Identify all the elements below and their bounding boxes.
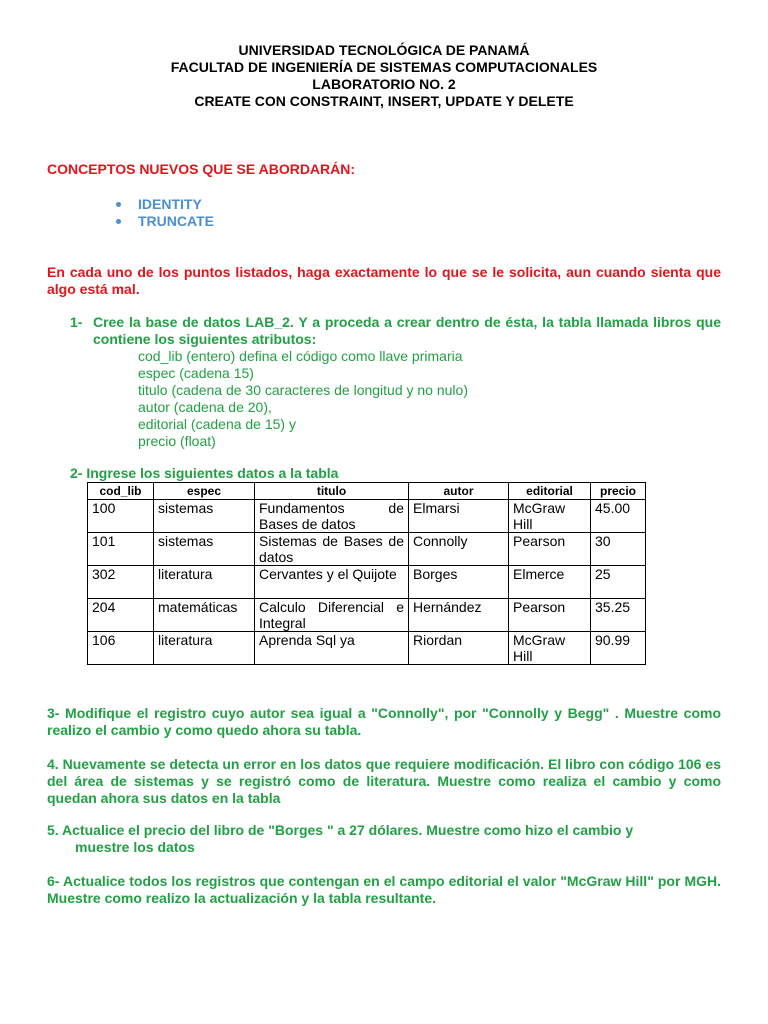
- table-cell: Cervantes y el Quijote: [255, 566, 409, 599]
- table-cell: McGraw Hill: [509, 500, 591, 533]
- header-faculty: FACULTAD DE INGENIERÍA DE SISTEMAS COMPUTACIONALES: [170, 59, 598, 75]
- table-header-cell: titulo: [255, 483, 409, 500]
- attribute-item: precio (float): [138, 433, 216, 449]
- table-cell: 101: [88, 533, 154, 566]
- table-cell: Aprenda Sql ya: [255, 632, 409, 665]
- point-5-line-1: 5. Actualice el precio del libro de "Borges " a 27 dólares. Muestre como hizo el cambio y: [47, 822, 634, 838]
- table-header-cell: autor: [409, 483, 509, 500]
- concepts-list: [116, 196, 214, 230]
- table-cell: Pearson: [509, 533, 591, 566]
- table-cell: 204: [88, 599, 154, 632]
- table-cell: sistemas: [154, 500, 255, 533]
- point-2: 2- Ingrese los siguientes datos a la tabla: [70, 465, 339, 481]
- table-cell: McGraw Hill: [509, 632, 591, 665]
- table-header-cell: editorial: [509, 483, 591, 500]
- attribute-item: espec (cadena 15): [138, 365, 254, 381]
- table-row: [88, 632, 646, 665]
- table-cell: 100: [88, 500, 154, 533]
- table-cell: Borges: [409, 566, 509, 599]
- attribute-item: titulo (cadena de 30 caracteres de longitud y no nulo): [138, 382, 468, 398]
- attribute-item: editorial (cadena de 15) y: [138, 416, 296, 432]
- table-cell: Hernández: [409, 599, 509, 632]
- table-cell: Elmerce: [509, 566, 591, 599]
- table-header-cell: precio: [591, 483, 646, 500]
- table-header-row: [88, 483, 646, 500]
- table-cell: Calculo Diferencial e Integral: [255, 599, 409, 632]
- table-header-cell: cod_lib: [88, 483, 154, 500]
- table-cell: Pearson: [509, 599, 591, 632]
- table-cell: 302: [88, 566, 154, 599]
- attribute-item: autor (cadena de 20),: [138, 399, 272, 415]
- table-cell: Elmarsi: [409, 500, 509, 533]
- table-cell: 30: [591, 533, 646, 566]
- intro-instructions: En cada uno de los puntos listados, haga exactamente lo que se le solicita, aun cuando sienta que algo está mal.: [47, 264, 721, 297]
- bullet-icon: [116, 219, 121, 224]
- list-item: IDENTITY: [116, 196, 214, 213]
- header-lab-number: LABORATORIO NO. 2: [312, 76, 456, 92]
- table-cell: Connolly: [409, 533, 509, 566]
- table-cell: sistemas: [154, 533, 255, 566]
- table-row: [88, 566, 646, 599]
- attribute-item: cod_lib (entero) defina el código como llave primaria: [138, 348, 463, 364]
- point-3: 3- Modifique el registro cuyo autor sea igual a "Connolly", por "Connolly y Begg" . Muestre como realizo el cambio y como quedo ahora su tabla.: [47, 705, 721, 738]
- table-row: [88, 500, 646, 533]
- table-cell: Riordan: [409, 632, 509, 665]
- point-6: 6- Actualice todos los registros que contengan en el campo editorial el valor "McGraw Hill" por MGH. Muestre como realizo la actualización y la tabla resultante.: [47, 873, 721, 906]
- header-university: UNIVERSIDAD TECNOLÓGICA DE PANAMÁ: [238, 42, 530, 58]
- header-lab-title: CREATE CON CONSTRAINT, INSERT, UPDATE Y DELETE: [194, 93, 574, 109]
- table-cell: literatura: [154, 566, 255, 599]
- attribute-list: [138, 348, 468, 450]
- table-cell: literatura: [154, 632, 255, 665]
- point-1-number: 1-: [70, 314, 83, 330]
- point-4: 4. Nuevamente se detecta un error en los datos que requiere modificación. El libro con código 106 es del área de sistemas y se registró como de literatura. Muestre como realiza el cambio y como quedan ahora sus datos en la tabla: [47, 756, 721, 806]
- table-cell: matemáticas: [154, 599, 255, 632]
- bullet-icon: [116, 202, 121, 207]
- point-1: [70, 314, 721, 348]
- table-cell: Sistemas de Bases de datos: [255, 533, 409, 566]
- point-1-text: Cree la base de datos LAB_2. Y a proceda a crear dentro de ésta, la tabla llamada libros que contiene los siguientes atributos:: [93, 314, 721, 347]
- list-item: TRUNCATE: [116, 213, 214, 230]
- table-row: [88, 599, 646, 632]
- table-header-cell: espec: [154, 483, 255, 500]
- table-cell: Fundamentos de Bases de datos: [255, 500, 409, 533]
- table-cell: 90.99: [591, 632, 646, 665]
- books-table: [87, 482, 646, 665]
- concepts-title: CONCEPTOS NUEVOS QUE SE ABORDARÁN:: [47, 161, 356, 177]
- point-5-line-2: muestre los datos: [75, 839, 195, 855]
- table-cell: 106: [88, 632, 154, 665]
- table-cell: 35.25: [591, 599, 646, 632]
- point-5: [47, 822, 721, 856]
- table-row: [88, 533, 646, 566]
- table-cell: 45.00: [591, 500, 646, 533]
- table-cell: 25: [591, 566, 646, 599]
- document-header: [0, 42, 768, 110]
